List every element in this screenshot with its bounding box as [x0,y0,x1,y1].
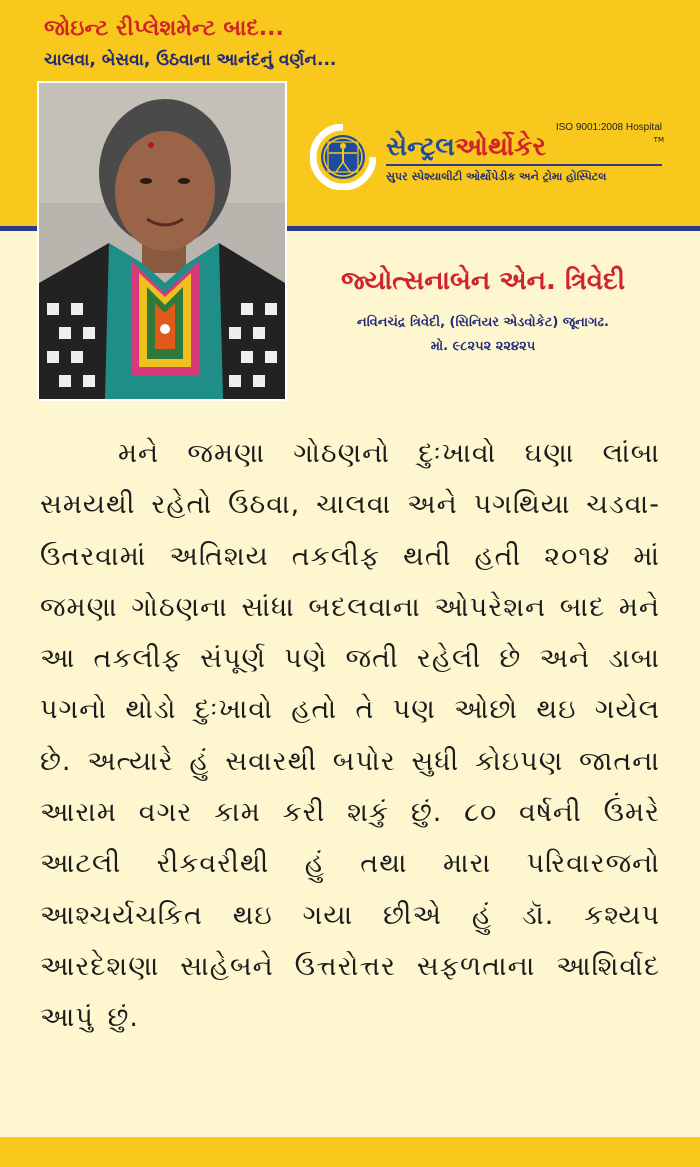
hospital-logo [300,118,670,198]
footer-band [0,1137,700,1167]
patient-name: જ્યોત્સનાબેન એન. ત્રિવેદી [340,266,626,296]
patient-relation: નવિનચંદ્ર ત્રિવેદી, (સિનિયર એડવોકેટ) જૂનાગઢ. [357,315,609,330]
vitruvian-man-icon [310,124,376,190]
hospital-name-part1: સેન્ટ્રલ [386,132,455,162]
hospital-name [386,132,546,163]
logo-underline [386,164,662,166]
patient-phone: મો. ૯૮૨૫૨ ૨૨૪૨૫ [430,339,536,354]
hospital-tagline: સુપર સ્પેશ્યાલીટી ઓર્થોપેડીક અને ટ્રોમા હોસ્પિટલ [386,170,607,183]
testimonial-text: મને જમણા ગોઠણનો દુઃખાવો ઘણા લાંબા સમયથી રહેતો ઉઠવા, ચાલવા અને પગથિયા ચડવા-ઉતરવામાં અતિશય તકલીફ થતી હતી ૨૦૧૪ માં જમણા ગોઠણના સાંધા બદલવાના ઓપરેશન બાદ મને આ તકલીફ સંપૂર્ણ પણે જતી રહેલી છે અને ડાબા પગનો થોડો દુઃખાવો હતો તે પણ ઓછો થઇ ગયેલ છે. અત્યારે હું સવારથી બપોર સુધી કોઇપણ જાતના આરામ વગર કામ કરી શકું છું. ૮૦ વર્ષની ઉંમરે આટલી રીકવરીથી હું તથા મારા પરિવારજનો આશ્ચર્યચકિત થઇ ગયા છીએ હું ડૉ. કશ્યપ આરદેશણા સાહેબને ઉત્તરોત્તર સફળતાના આશિર્વાદ આપું છું. [40,438,660,1034]
iso-certification-text: ISO 9001:2008 Hospital [555,122,662,133]
trademark-mark: TM [653,136,664,144]
header-title: જોઇન્ટ રીપ્લેશમેન્ટ બાદ... [44,16,284,41]
hospital-name-part2: ઓર્થોકેર [454,132,546,162]
patient-photo [37,81,287,401]
header-subtitle: ચાલવા, બેસવા, ઉઠવાના આનંદનું વર્ણન... [44,50,337,70]
patient-portrait-illustration [39,83,285,399]
